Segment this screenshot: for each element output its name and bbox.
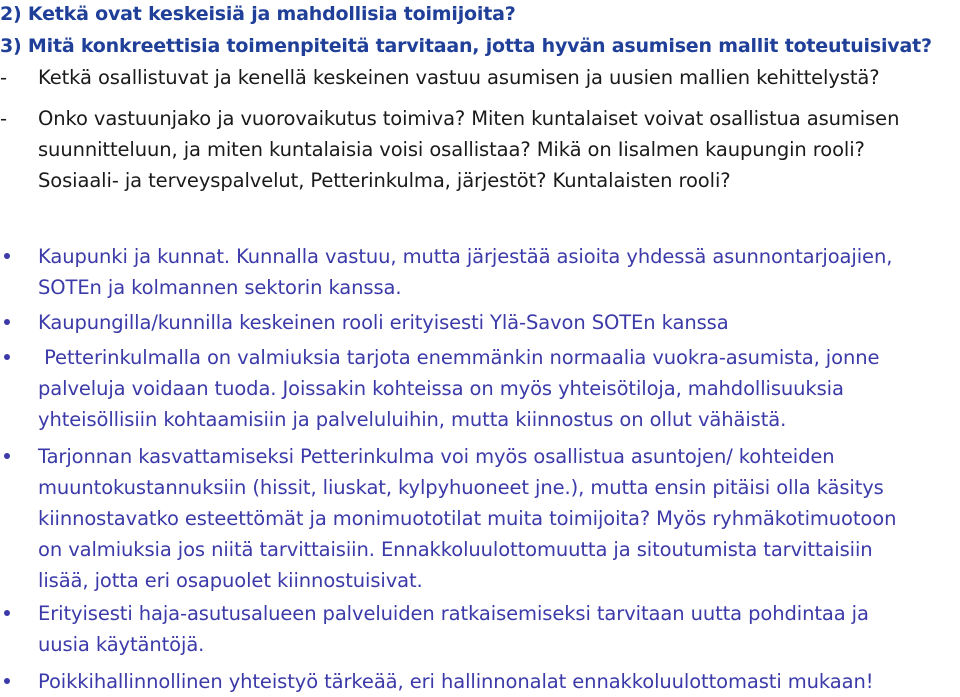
bullet-line: Erityisesti haja-asutusalueen palveluiden ratkaisemiseksi tarvitaan uutta pohdintaa ja <box>38 602 869 625</box>
dash-marker: - <box>0 107 7 130</box>
bullet-line: on valmiuksia jos niitä tarvittaisiin. Ennakkoluulottomuutta ja sitoutumista tarvittaisiin <box>38 538 873 561</box>
bullet-line: yhteisöllisiin kohtaamisiin ja palveluluihin, mutta kiinnostus on ollut vähäistä. <box>38 408 787 431</box>
bullet-item <box>0 598 960 660</box>
bullet-item <box>0 342 960 435</box>
bullet-dot-icon <box>4 354 10 360</box>
bullet-line: uusia käytäntöjä. <box>38 633 205 656</box>
bullet-line: palveluja voidaan tuoda. Joissakin kohteissa on myös yhteisötiloja, mahdollisuuksia <box>38 377 844 400</box>
bullet-dot-icon <box>4 610 10 616</box>
bullet-item <box>0 441 960 596</box>
bullet-line: kiinnostavatko esteettömät ja monimuototilat muita toimijoita? Myös ryhmäkotimuotoon <box>38 507 897 530</box>
bullet-dot-icon <box>4 319 10 325</box>
question-line: Sosiaali- ja terveyspalvelut, Petterinkulma, järjestöt? Kuntalaisten rooli? <box>38 169 731 192</box>
question-line: Onko vastuunjako ja vuorovaikutus toimiva? Miten kuntalaiset voivat osallistua asumisen <box>38 107 900 130</box>
question-line: suunnitteluun, ja miten kuntalaisia voisi osallistaa? Mikä on Iisalmen kaupungin rooli? <box>38 138 865 161</box>
bullet-item <box>0 307 960 338</box>
bullet-item <box>0 666 960 697</box>
bullet-line: muuntokustannuksiin (hissit, liuskat, kylpyhuoneet jne.), mutta ensin pitäisi olla käsitys <box>38 476 884 499</box>
heading-question-3: 3) Mitä konkreettisia toimenpiteitä tarvitaan, jotta hyvän asumisen mallit toteutuisivat? <box>0 35 932 57</box>
bullet-line: Poikkihallinnollinen yhteistyö tärkeää, eri hallinnonalat ennakkoluulottomasti mukaan! <box>38 670 874 693</box>
question-item <box>0 62 960 93</box>
bullet-line: lisää, jotta eri osapuolet kiinnostuisivat. <box>38 569 423 592</box>
bullet-line: Kaupungilla/kunnilla keskeinen rooli erityisesti Ylä-Savon SOTEn kanssa <box>38 311 729 334</box>
bullet-dot-icon <box>4 453 10 459</box>
bullet-line: Petterinkulmalla on valmiuksia tarjota enemmänkin normaalia vuokra-asumista, jonne <box>38 346 880 369</box>
question-line: Ketkä osallistuvat ja kenellä keskeinen vastuu asumisen ja uusien mallien kehittelystä? <box>38 66 880 89</box>
bullet-line: Kaupunki ja kunnat. Kunnalla vastuu, mutta järjestää asioita yhdessä asunnontarjoajien, <box>38 245 893 268</box>
bullet-dot-icon <box>4 678 10 684</box>
bullet-item <box>0 241 960 303</box>
bullet-line: Tarjonnan kasvattamiseksi Petterinkulma voi myös osallistua asuntojen/ kohteiden <box>38 445 835 468</box>
question-item <box>0 103 960 196</box>
dash-marker: - <box>0 66 7 89</box>
heading-question-2: 2) Ketkä ovat keskeisiä ja mahdollisia toimijoita? <box>0 3 516 25</box>
bullet-dot-icon <box>4 253 10 259</box>
bullet-line: SOTEn ja kolmannen sektorin kanssa. <box>38 276 402 299</box>
